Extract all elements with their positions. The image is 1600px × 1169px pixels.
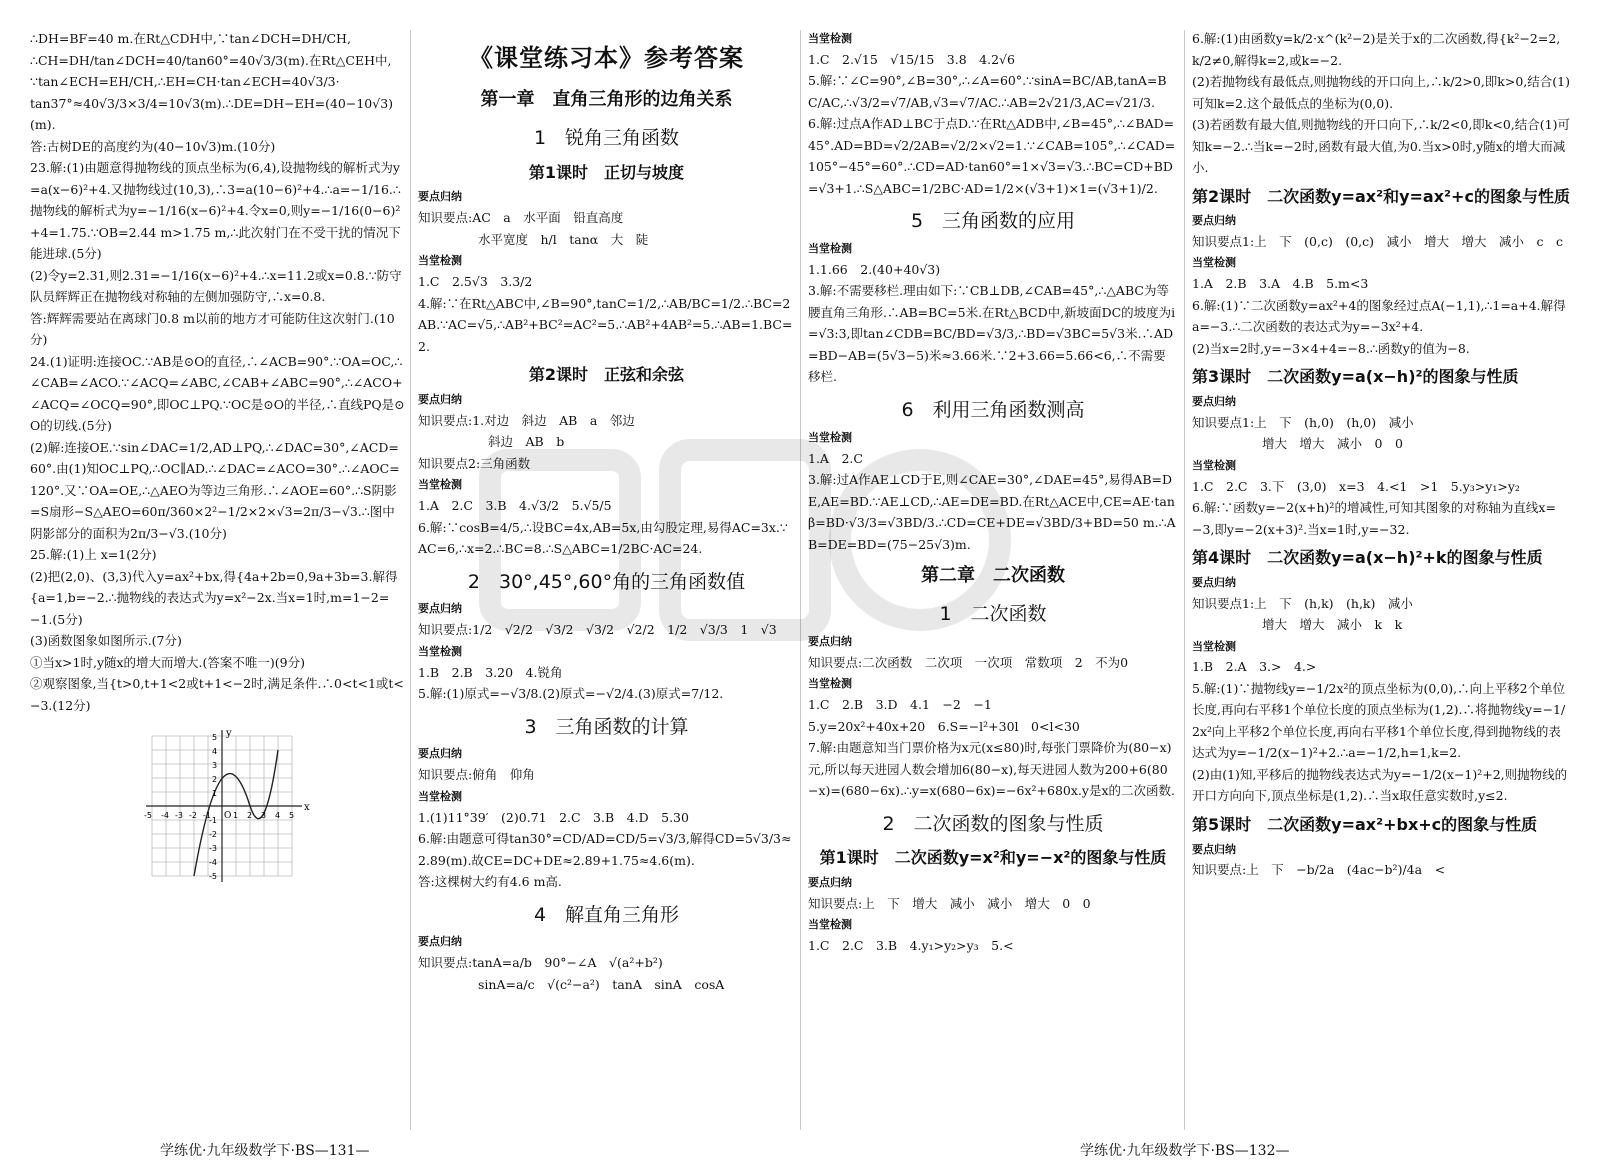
origin-label: O xyxy=(224,811,232,821)
label-check: 当堂检测 xyxy=(808,677,852,691)
text-line: 知识要点:上 下 增大 减小 减小 增大 0 0 xyxy=(808,895,1091,911)
chapter-heading: 第一章 直角三角形的边角关系 xyxy=(480,89,733,111)
label-key-points: 要点归纳 xyxy=(1192,575,1236,589)
text-line: (2)令y=2.31,则2.31=−1/16(x−6)²+4.∴x=11.2或x=0.8.∵防守队员辉辉正在抛物线对称轴的左侧加强防守,∴x=0.8. xyxy=(30,267,402,304)
lesson-heading: 第5课时 二次函数y=ax²+bx+c的图象与性质 xyxy=(1192,814,1538,834)
x-tick: 3 xyxy=(261,811,267,820)
lesson-heading: 第1课时 正切与坡度 xyxy=(528,162,685,182)
text-line: 知识要点:1/2 √2/2 √3/2 √3/2 √2/2 1/2 √3/3 1 √3 xyxy=(418,622,777,638)
text-line: 1.(1)11°39′ (2)0.71 2.C 3.B 4.D 5.30 xyxy=(418,809,689,825)
x-tick: 1 xyxy=(233,811,239,820)
text-line: 1.A 2.C 3.B 4.√3/2 5.√5/5 xyxy=(418,498,612,514)
text-line: 1.C 2.C 3.下 (3,0) x=3 4.<1 >1 5.y₃>y₁>y₂ xyxy=(1192,478,1520,494)
text-line: tan37°≈40√3/3×3/4=10√3(m).∴DE=DH−EH=(40−10√3)(m). xyxy=(30,95,394,132)
text-line: ∵tan∠ECH=EH/CH,∴EH=CH·tan∠ECH=40√3/3· xyxy=(30,74,340,89)
text-line: 5.解:(1)原式=−√3/8.(2)原式=−√2/4.(3)原式=7/12. xyxy=(418,686,724,702)
column-4 xyxy=(1192,28,1572,1138)
text-line: 3.解:过A作AE⊥CD于E,则∠CAE=30°,∠DAE=45°,易得AB=DE,AE=BD.∵AE⊥CD,∴AE=DE=BD.在Rt△ACE中,CE=AE·tanβ=BD·√3/3=√3BD/3.∴CD=CE+DE=√3BD/3+BD=50 m.∴AB=DE=BD=(75−25√3)m. xyxy=(808,472,1176,552)
text-line: 1.B 2.B 3.20 4.锐角 xyxy=(418,664,563,680)
text-line: 23.解:(1)由题意得抛物线的顶点坐标为(6,4),设抛物线的解析式为y=a(x−6)²+4.又抛物线过(10,3),∴3=a(10−6)²+4.∴a=−1/16.∴抛物线的解析式为y=−1/16(x−6)²+4.令x=0,则y=−1/16(0−6)²+4=1.75.∵OB=2.44 m>1.75 m,∴此次射门在不受干扰的情况下能进球.(5分) xyxy=(30,160,401,261)
text-line: ∴DH=BF=40 m.在Rt△CDH中,∵tan∠DCH=DH/CH, xyxy=(30,31,351,46)
label-key-points: 要点归纳 xyxy=(418,392,462,406)
text-line: 7.解:由题意知当门票价格为x元(x≤80)时,每张门票降价为(80−x)元,所以每天进园人数会增加6(80−x),每天进园人数为200+6(80−x)=(680−6x).∴y=x(680−6x)=−6x²+680x.y是x的二次函数. xyxy=(808,740,1175,798)
label-check: 当堂检测 xyxy=(808,32,852,45)
text-line: 1.C 2.B 3.D 4.1 −2 −1 xyxy=(808,697,992,712)
text-line: 水平宽度 h/l tanα 大 陡 xyxy=(478,231,649,247)
label-key-points: 要点归纳 xyxy=(418,602,462,616)
lesson-heading: 第1课时 二次函数y=x²和y=−x²的图象与性质 xyxy=(819,848,1167,868)
label-check: 当堂检测 xyxy=(808,430,852,444)
column-1 xyxy=(30,28,405,1138)
x-tick: -5 xyxy=(144,811,152,820)
y-tick: 1 xyxy=(212,789,218,798)
y-tick: -3 xyxy=(209,844,217,853)
text-line: 6.解:由题意可得tan30°=CD/AD=CD/5=√3/3,解得CD=5√3/3≈2.89(m).故CE=DC+DE≈2.89+1.75≈4.6(m). xyxy=(418,831,792,868)
lesson-heading: 第2课时 二次函数y=ax²和y=ax²+c的图象与性质 xyxy=(1192,186,1570,206)
section-heading: 1 二次函数 xyxy=(939,603,1047,626)
x-tick: -2 xyxy=(189,811,197,820)
text-line: 知识要点1:上 下 (h,0) (h,0) 减小 xyxy=(1192,414,1414,430)
y-tick: -2 xyxy=(209,830,217,839)
section-heading: 5 三角函数的应用 xyxy=(910,210,1076,233)
text-line: (2)由(1)知,平移后的抛物线表达式为y=−1/2(x−1)²+2,则抛物线的开口方向向下,顶点坐标是(1,2).∴当x取任意实数时,y≤2. xyxy=(1192,766,1568,804)
label-key-points: 要点归纳 xyxy=(418,747,462,761)
text-line: 1.B 2.A 3.> 4.> xyxy=(1192,659,1317,675)
x-axis-label: x xyxy=(304,802,310,813)
text-line: 知识要点:二次函数 二次项 一次项 常数项 2 不为0 xyxy=(808,654,1129,670)
text-line: 5.解:(1)∵抛物线y=−1/2x²的顶点坐标为(0,0),∴向上平移2个单位长度,再向右平移1个单位长度的顶点坐标为(1,2).∴将抛物线y=−1/2x²向上平移2个单位长度,再向右平移1个单位长度,得到抛物线的表达式为y=−1/2(x−1)²+2.∴a=−1/2,h=1,k=2. xyxy=(1192,680,1566,761)
page-footer-right: 学练优·九年级数学下·BS—132— xyxy=(1080,1143,1290,1159)
text-line: 答:辉辉需要站在离球门0.8 m以前的地方才可能防住这次射门.(10分) xyxy=(30,310,395,347)
column-2 xyxy=(418,28,795,1138)
label-key-points: 要点归纳 xyxy=(1192,842,1236,856)
text-line: 知识要点:上 下 −b/2a (4ac−b²)/4a < xyxy=(1192,862,1446,878)
answer-key-title: 《课堂练习本》参考答案 xyxy=(469,44,744,72)
section-heading: 6 利用三角函数测高 xyxy=(901,398,1085,421)
y-tick: -5 xyxy=(209,872,217,881)
text-line: 6.解:∵函数y=−2(x+h)²的增减性,可知其图象的对称轴为直线x=−3,即y=−2(x+3)².当x=1时,y=−32. xyxy=(1192,500,1556,537)
section-heading: 4 解直角三角形 xyxy=(533,903,680,926)
text-line: 24.(1)证明:连接OC.∵AB是⊙O的直径,∴∠ACB=90°.∵OA=OC,∴∠CAB=∠ACO.∵∠ACQ=∠ABC,∠CAB+∠ABC=90°,∴∠ACO+∠ACQ=∠OCQ=90°,即OC⊥PQ.∵OC是⊙O的半径,∴直线PQ是⊙O的切线.(5分) xyxy=(30,353,405,433)
text-line: 6.解:过点A作AD⊥BC于点D.∵在Rt△ADB中,∠B=45°,∴∠BAD=45°.AD=BD=√2/2AB=√2/2×√2=1.∵∠CAB=105°,∴∠CAD=105°−45°=60°.∴CD=AD·tan60°=1×√3=√3.∴BC=CD+BD=√3+1.∴S△ABC=1/2BC·AD=1/2×(√3+1)×1=(√3+1)/2. xyxy=(808,116,1176,196)
section-heading: 1 锐角三角函数 xyxy=(533,127,680,150)
text-line: ∴CH=DH/tan∠DCH=40/tan60°=40√3/3(m).在Rt△CEH中, xyxy=(30,52,392,68)
text-line: 知识要点2:三角函数 xyxy=(418,455,531,471)
x-tick: 5 xyxy=(289,811,295,820)
label-key-points: 要点归纳 xyxy=(418,935,462,949)
text-line: 知识要点1:上 下 (h,k) (h,k) 减小 xyxy=(1192,595,1413,611)
label-check: 当堂检测 xyxy=(418,644,462,658)
page-footer-left: 学练优·九年级数学下·BS—131— xyxy=(160,1143,370,1159)
text-line: 1.1.66 2.(40+40√3) xyxy=(808,261,941,277)
text-line: 知识要点:AC a 水平面 铅直高度 xyxy=(418,210,624,226)
y-axis-label: y xyxy=(226,728,232,739)
label-check: 当堂检测 xyxy=(1192,639,1236,653)
page-divider xyxy=(800,30,801,1130)
text-line: sinA=a/c √(c²−a²) tanA sinA cosA xyxy=(478,976,725,992)
y-tick: 2 xyxy=(212,775,218,784)
lesson-heading: 第4课时 二次函数y=a(x−h)²+k的图象与性质 xyxy=(1192,548,1543,568)
label-check: 当堂检测 xyxy=(418,789,462,803)
text-line: 答:这棵树大约有4.6 m高. xyxy=(418,874,562,890)
label-key-points: 要点归纳 xyxy=(1192,214,1236,228)
text-line: 增大 增大 减小 k k xyxy=(1262,617,1403,633)
text-line: 1.C 2.5√3 3.3/2 xyxy=(418,274,533,290)
text-line: 知识要点1:上 下 (0,c) (0,c) 减小 增大 增大 减小 c c xyxy=(1192,233,1564,249)
label-check: 当堂检测 xyxy=(1192,256,1236,270)
text-line: 1.A 2.C xyxy=(808,450,863,466)
text-line: (2)把(2,0)、(3,3)代入y=ax²+bx,得{4a+2b=0,9a+3b=3.解得{a=1,b=−2.∴抛物线的表达式为y=x²−2x.当x=1时,m=1−2=−1.(5分) xyxy=(30,568,398,627)
y-tick: 5 xyxy=(212,733,218,742)
text-line: 斜边 AB b xyxy=(488,434,565,450)
text-line: 1.C 2.C 3.B 4.y₁>y₂>y₃ 5.< xyxy=(808,938,1014,953)
text-line: 5.解:∵∠C=90°,∠B=30°,∴∠A=60°.∵sinA=BC/AB,tanA=BC/AC,∴√3/2=√7/AB,√3=√7/AC.∴AB=2√21/3,AC=√21/3. xyxy=(808,73,1167,110)
x-tick: 2 xyxy=(247,811,253,820)
section-heading: 2 30°,45°,60°角的三角函数值 xyxy=(467,570,746,593)
column-divider xyxy=(1184,30,1185,1130)
text-line: 6.解:(1)∵二次函数y=ax²+4的图象经过点A(−1,1),∴1=a+4.解得a=−3.∴二次函数的表达式为y=−3x²+4. xyxy=(1192,297,1566,335)
label-check: 当堂检测 xyxy=(808,918,852,932)
x-tick: 4 xyxy=(275,811,281,820)
text-line: 知识要点:tanA=a/b 90°−∠A √(a²+b²) xyxy=(418,955,663,971)
text-line: 知识要点:俯角 仰角 xyxy=(418,767,535,783)
text-line: 1.C 2.√15 √15/15 3.8 4.2√6 xyxy=(808,51,1015,67)
x-tick: -4 xyxy=(161,811,169,820)
text-line: 1.A 2.B 3.A 4.B 5.m<3 xyxy=(1192,276,1369,292)
text-line: 知识要点:1.对边 斜边 AB a 邻边 xyxy=(418,412,635,428)
y-tick: 4 xyxy=(212,747,218,756)
label-key-points: 要点归纳 xyxy=(808,634,852,648)
text-line: ①当x>1时,y随x的增大而增大.(答案不唯一)(9分) xyxy=(30,654,305,670)
lesson-heading: 第3课时 二次函数y=a(x−h)²的图象与性质 xyxy=(1192,367,1519,387)
section-heading: 2 二次函数的图象与性质 xyxy=(882,812,1104,835)
text-line: (2)当x=2时,y=−3×4+4=−8.∴函数y的值为−8. xyxy=(1192,340,1470,356)
text-line: 5.y=20x²+40x+20 6.S=−l²+30l 0<l<30 xyxy=(808,718,1080,734)
text-line: 6.解:∵cosB=4/5,∴设BC=4x,AB=5x,由勾股定理,易得AC=3x.∵AC=6,∴x=2.∴BC=8.∴S△ABC=1/2BC·AC=24. xyxy=(418,519,788,557)
x-tick: -3 xyxy=(175,811,183,820)
x-tick: -1 xyxy=(203,811,211,820)
label-key-points: 要点归纳 xyxy=(1192,394,1236,408)
text-line: 答:古树DE的高度约为(40−10√3)m.(10分) xyxy=(30,138,276,154)
y-tick: -1 xyxy=(209,816,217,825)
text-line: (3)函数图象如图所示.(7分) xyxy=(30,633,182,648)
column-3 xyxy=(808,28,1178,1138)
label-key-points: 要点归纳 xyxy=(418,190,462,204)
parabola-graph xyxy=(142,726,312,886)
label-check: 当堂检测 xyxy=(418,478,462,492)
section-heading: 3 三角函数的计算 xyxy=(524,715,689,738)
label-key-points: 要点归纳 xyxy=(808,875,852,889)
text-line: 增大 增大 减小 0 0 xyxy=(1262,436,1403,452)
chapter-heading: 第二章 二次函数 xyxy=(921,565,1065,587)
text-line: ②观察图象,当{t>0,t+1<2或t+1<−2时,满足条件.∴0<t<1或t<−3.(12分) xyxy=(30,676,404,713)
y-tick: 3 xyxy=(212,761,218,770)
label-check: 当堂检测 xyxy=(418,254,462,268)
text-line: 3.解:不需要移栏.理由如下:∵CB⊥DB,∠CAB=45°,∴△ABC为等腰直角三角形.∴AB=BC=5米.在Rt△BCD中,新坡面DC的坡度为i=√3:3,即tan∠CDB=BC/BD=√3/3,∴BD=√3BC=5√3米.∴AD=BD−AB=(5√3−5)米≈3.66米.∵2+3.66=5.66<6,∴不需要移栏. xyxy=(808,283,1176,385)
text-line: (2)解:连接OE.∵sin∠DAC=1/2,AD⊥PQ,∴∠DAC=30°,∠ACD=60°.由(1)知OC⊥PQ,∴OC∥AD.∴∠DAC=∠ACO=30°.∴∠AOC=120°.又∵OA=OE,∴△AEO为等边三角形.∴∠AOE=60°.∴S阴影=S扇形−S△AEO=60π/360×2²−1/2×2×√3=2π/3−√3.∴图中阴影部分的面积为2π/3−√3.(10分) xyxy=(30,439,400,541)
text-line: 6.解:(1)由函数y=k/2·x^(k²−2)是关于x的二次函数,得{k²−2=2,k/2≠0,解得k=2,或k=−2. xyxy=(1192,31,1561,68)
text-line: (3)若函数有最大值,则抛物线的开口向下,∴k/2<0,即k<0,结合(1)可知k=−2.∴当k=−2时,函数有最大值,为0.当x>0时,y随x的增大而减小. xyxy=(1192,117,1570,175)
label-check: 当堂检测 xyxy=(1192,458,1236,472)
text-line: (2)若抛物线有最低点,则抛物线的开口向上,∴k/2>0,即k>0,结合(1)可知k=2.这个最低点的坐标为(0,0). xyxy=(1192,74,1570,111)
label-check: 当堂检测 xyxy=(808,242,852,256)
column-divider xyxy=(410,30,411,1130)
text-line: 25.解:(1)上 x=1(2分) xyxy=(30,547,157,562)
y-tick: -4 xyxy=(209,858,217,867)
text-line: 4.解:∵在Rt△ABC中,∠B=90°,tanC=1/2,∴AB/BC=1/2.∴BC=2AB.∵AC=√5,∴AB²+BC²=AC²=5.∴AB²+4AB²=5.∴AB=1.BC=2. xyxy=(418,295,793,354)
lesson-heading: 第2课时 正弦和余弦 xyxy=(528,365,685,385)
